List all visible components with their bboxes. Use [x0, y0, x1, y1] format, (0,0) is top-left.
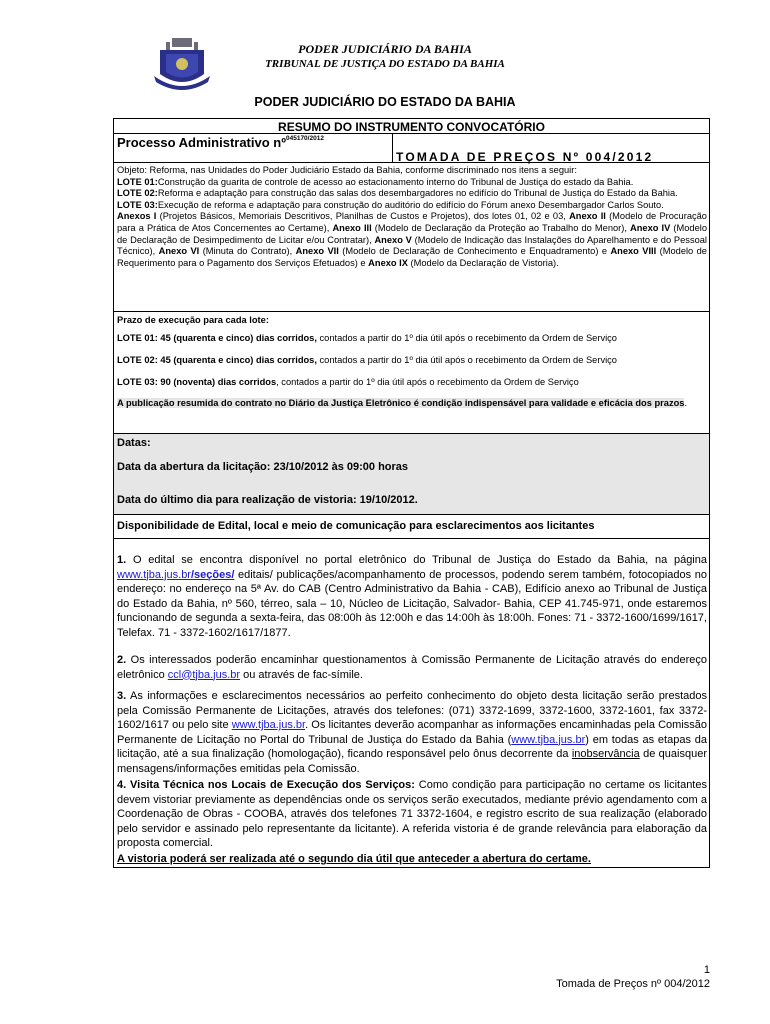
email-link[interactable]: ccl@tjba.jus.br: [167, 668, 241, 681]
objeto-lote-03: [117, 200, 707, 212]
item-2: [117, 653, 707, 682]
page-number: 1: [703, 964, 710, 976]
item-number: 3.: [117, 690, 127, 702]
lote-label: LOTE 03:: [117, 199, 158, 210]
lote-label: LOTE 02:: [117, 188, 158, 199]
tomada-de-precos: TOMADA DE PREÇOS Nº 004/2012: [396, 150, 654, 164]
resumo-heading: RESUMO DO INSTRUMENTO CONVOCATÓRIO: [278, 120, 545, 134]
item-text: editais/ publicações/acompanhamento de processos, podendo serem também, fotocopiados no endereço: no endereço na 5ª Av. do CAB (Centro Administrativo da Bahia - CAB), Edifício anexo ao Tribunal de Justiça do Estado da Bahia, nº 560, térreo, sala – 10, Núcleo de Licitação, Salvador- Bahia, CEP 41.745-971, onde estaremos funcionando de segunda a sexta-feira, das 08:00h às 12:00h e das 14:00h às 18:00h. Fones: 71 - 3372-1600/1699/1617, Telefax. 71 - 3372-1602/1617/1877.: [117, 568, 707, 639]
lote-text: Execução de reforma e adaptação para construção do auditório do edifício do Fórum anexo Desembargador Carlos Souto.: [157, 199, 664, 210]
item-1: [117, 553, 707, 640]
anexo-label: Anexo VII: [295, 246, 339, 257]
item-text: Como condição para participação no certame os licitantes devem vistoriar previamente as dependências onde os serviços serão executados, mediante prévio agendamento com a Coordenação de Obras - COOBA, através dos telefones 71 3372-1604, e registro escrito de sua realização (elaborado pelo servidor e assinado pelo representante da licitante). A referida vistoria é de grande relevância para elaboração da proposta comercial.: [117, 779, 707, 849]
vistoria-final-note: A vistoria poderá ser realizada até o segundo dia útil que anteceder a abertura do certame.: [117, 853, 591, 865]
lote-text: Construção da guarita de controle de acesso ao estacionamento interno do Tribunal de Justiça do estado da Bahia.: [157, 176, 634, 187]
prazo-bold: LOTE 02: 45 (quarenta e cinco) dias corridos,: [117, 355, 317, 365]
anexo-text: (Modelo de Requerimento para o Pagamento dos Serviços Efetuados) e: [117, 246, 707, 268]
datas-heading: Datas:: [117, 437, 151, 449]
prazo-rest: contados a partir do 1º dia útil após o recebimento da Ordem de Serviço: [316, 333, 617, 343]
anexo-text: (Modelo de Procuração para a Prática de Atos Concernentes ao Certame),: [117, 211, 707, 233]
anexo-text: (Modelo da Declaração de Vistoria).: [407, 257, 559, 268]
item-text: de quaisquer mensagens/informações emitidas pela Comissão.: [117, 748, 707, 775]
disponibilidade-heading: Disponibilidade de Edital, local e meio de comunicação para esclarecimentos aos licitantes: [117, 520, 595, 532]
footer-label: Tomada de Preços nº 004/2012: [556, 978, 710, 990]
publicacao-end: .: [684, 398, 688, 408]
lote-label: LOTE 01:: [117, 176, 158, 187]
objeto-lote-02: [117, 188, 707, 200]
item-text: ou através de fac-símile.: [240, 668, 363, 681]
item-text: . Os licitantes deverão acompanhar as informações encaminhadas pela Comissão Permanente de Licitação no Portal do Tribunal de Justiça do Estado da Bahia (: [117, 719, 707, 746]
header-line-1: PODER JUDICIÁRIO DA BAHIA: [298, 42, 472, 56]
anexo-label: Anexo IX: [368, 257, 408, 268]
item-text: O edital se encontra disponível no portal eletrônico do Tribunal de Justiça do Estado da Bahia, na página: [126, 554, 707, 566]
rule: [113, 538, 710, 539]
prazo-bold: LOTE 03: 90 (noventa) dias corridos: [117, 377, 277, 387]
item-4: [117, 778, 707, 851]
processo-label: [117, 135, 324, 150]
publicacao-text: A publicação resumida do contrato no Diário da Justiça Eletrônico é condição indispensável para validade e eficácia dos prazos: [117, 398, 685, 408]
tjba-link[interactable]: www.tjba.jus.br: [117, 568, 191, 581]
tjba-link[interactable]: www.tjba.jus.br: [511, 733, 586, 746]
prazo-rest: , contados a partir do 1º dia útil após o recebimento da Ordem de Serviço: [276, 377, 579, 387]
processo-number: 045170/2012: [285, 134, 324, 142]
processo-label-text: Processo Administrativo nº: [117, 135, 286, 150]
data-abertura: Data da abertura da licitação: 23/10/2012 às 09:00 horas: [117, 461, 409, 473]
item-text: Os interessados poderão encaminhar questionamentos à Comissão Permanente de Licitação através do endereço eletrônico: [117, 654, 707, 681]
anexo-text: (Minuta do Contrato),: [199, 246, 296, 257]
anexo-label: Anexos I: [117, 211, 157, 222]
anexo-text: (Modelo de Declaração da Proteção ao Trabalho do Menor),: [371, 222, 631, 233]
header-divider: [392, 133, 393, 162]
lote-text: Reforma e adaptação para construção das salas dos desembargadores no edifício do Tribunal de Justiça do Estado da Bahia.: [157, 188, 678, 199]
data-vistoria: Data do último dia para realização de vistoria: 19/10/2012.: [117, 494, 418, 506]
prazo-heading: Prazo de execução para cada lote:: [117, 315, 269, 325]
rule: [113, 311, 710, 312]
rule: [113, 514, 710, 515]
item-number: 2.: [117, 654, 127, 666]
anexos-paragraph: [117, 211, 707, 269]
item-text: As informações e esclarecimentos necessários ao perfeito conhecimento do objeto desta licitação serão prestados pela Comissão Permanente de Licitações, através dos telefones: (071) 3372-1699, 3372-1600, 3372-1601, fax 3372-1602/1617 ou pelo site: [117, 690, 707, 731]
objeto-section: [117, 165, 707, 269]
anexo-text: (Modelo de Declaração de Desimpedimento de Licitar e/ou Contratar),: [117, 222, 708, 245]
anexo-label: Anexo III: [332, 222, 372, 233]
anexo-label: Anexo V: [374, 234, 412, 245]
anexo-label: Anexo VI: [158, 246, 200, 257]
anexo-text: (Projetos Básicos, Memoriais Descritivos, Planilhas de Custos e Projetos), dos lotes 01, 02 e 03,: [156, 211, 570, 222]
anexo-label: Anexo VIII: [610, 246, 657, 257]
item-number: 1.: [117, 554, 127, 566]
tjba-link[interactable]: www.tjba.jus.br: [231, 719, 306, 731]
anexo-label: Anexo IV: [630, 222, 671, 233]
objeto-intro: Objeto: Reforma, nas Unidades do Poder Judiciário Estado da Bahia, conforme discriminado nos itens a seguir:: [117, 165, 577, 175]
item-heading: 4. Visita Técnica nos Locais de Execução dos Serviços:: [117, 779, 415, 791]
underlined-word: inobservância: [571, 748, 640, 760]
item-text: ) em todas as etapas da licitação, até a sua finalização (homologação), ficando responsável pelo ônus decorrente da: [117, 733, 707, 760]
objeto-lote-01: [117, 177, 707, 189]
item-3: [117, 689, 707, 776]
anexo-text: (Modelo de Indicação das Instalações do Aparelhamento e do Pessoal Técnico),: [117, 234, 707, 257]
anexo-label: Anexo II: [569, 211, 606, 222]
prazo-lote-01: [117, 333, 617, 343]
document-title: PODER JUDICIÁRIO DO ESTADO DA BAHIA: [254, 95, 516, 109]
prazo-lote-02: [117, 355, 617, 365]
publicacao-note: [117, 397, 707, 410]
prazo-bold: LOTE 01: 45 (quarenta e cinco) dias corridos,: [117, 333, 317, 343]
prazo-lote-03: [117, 377, 579, 387]
header-line-2: TRIBUNAL DE JUSTIÇA DO ESTADO DA BAHIA: [265, 58, 505, 70]
prazo-rest: contados a partir do 1º dia útil após o recebimento da Ordem de Serviço: [316, 355, 617, 365]
anexo-text: (Modelo de Declaração de Conhecimento e Enquadramento) e: [338, 246, 611, 257]
secoes-link[interactable]: /seções/: [190, 568, 235, 581]
